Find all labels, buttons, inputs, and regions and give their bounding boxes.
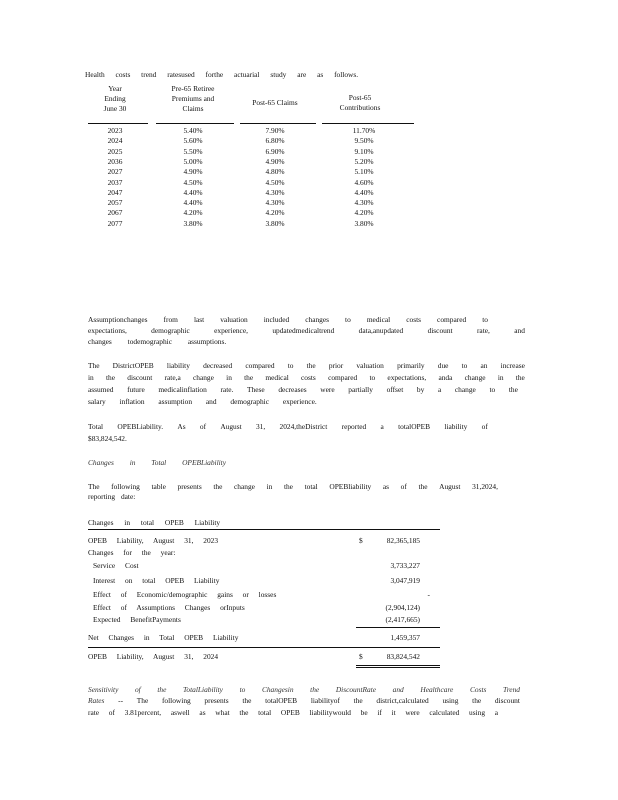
word: changes bbox=[305, 315, 330, 324]
intro-line bbox=[85, 70, 375, 79]
word: rate,a bbox=[164, 373, 181, 382]
word: to bbox=[489, 385, 496, 394]
word: TotalLiability bbox=[182, 685, 223, 694]
word: compared bbox=[437, 315, 467, 324]
word: the bbox=[418, 482, 428, 491]
word: presents bbox=[177, 482, 202, 491]
word: costs bbox=[406, 315, 422, 324]
cell-post-claims: 4.80% bbox=[265, 167, 285, 177]
word: partially bbox=[348, 385, 373, 394]
word: August bbox=[439, 482, 461, 491]
separator-rule bbox=[88, 647, 440, 648]
row-label: Changes for the year: bbox=[88, 548, 176, 557]
cell-pre65: 3.80% bbox=[183, 218, 203, 228]
word: liabilityof bbox=[310, 696, 340, 705]
table-row bbox=[88, 548, 440, 558]
word: decreased bbox=[203, 361, 233, 370]
word: in bbox=[88, 373, 94, 382]
word: expectations, bbox=[88, 326, 127, 335]
word: totalOPEB bbox=[398, 422, 431, 431]
cell-post-contrib: 5.10% bbox=[354, 167, 374, 177]
word: medicalinflation bbox=[158, 385, 207, 394]
row-label: Effect of Economic/demographic gains or losses bbox=[93, 590, 277, 599]
net-changes-row bbox=[88, 633, 440, 643]
post65-claims-header-line: Post-65 Claims bbox=[252, 98, 298, 107]
word: district,calculated bbox=[376, 696, 429, 705]
paragraph-line bbox=[88, 422, 488, 431]
word: by bbox=[416, 385, 425, 394]
word: updatedmedicaltrend bbox=[272, 326, 335, 335]
cell-post-claims: 6.90% bbox=[265, 146, 285, 156]
table-row bbox=[88, 561, 440, 571]
word: anda bbox=[438, 373, 453, 382]
word: it bbox=[391, 708, 396, 717]
changes-heading: Changes in Total OPEBLiability bbox=[88, 458, 227, 467]
cell-post-claims: 3.80% bbox=[265, 218, 285, 228]
word: the bbox=[244, 373, 254, 382]
table-top-rule bbox=[88, 529, 440, 530]
row-label: Interest on total OPEB Liability bbox=[93, 576, 220, 585]
year-header-line: Ending bbox=[104, 94, 126, 103]
cell-pre65: 4.90% bbox=[183, 167, 203, 177]
word: to bbox=[345, 315, 351, 324]
word: the bbox=[283, 482, 293, 491]
word: medical bbox=[265, 373, 289, 382]
word: totalOPEB bbox=[265, 696, 298, 705]
post65-contrib-header-line: Post-65 bbox=[348, 93, 372, 102]
word: an bbox=[480, 361, 488, 370]
word: the bbox=[515, 373, 525, 382]
word: a bbox=[494, 708, 498, 717]
word: liabilitywould bbox=[309, 708, 351, 717]
cell-post-claims: 4.90% bbox=[265, 156, 285, 166]
word: the bbox=[242, 696, 252, 705]
cell-post-claims: 4.30% bbox=[265, 198, 285, 208]
word: of bbox=[400, 482, 407, 491]
table-row bbox=[88, 576, 440, 586]
word: rate bbox=[88, 708, 100, 717]
word: data,anupdated bbox=[358, 326, 404, 335]
word: the bbox=[157, 685, 167, 694]
word: the bbox=[239, 708, 249, 717]
word: from bbox=[163, 315, 178, 324]
intro-text: Health costs trend ratesused forthe actuarial study are as follows. bbox=[85, 70, 359, 79]
word: as bbox=[382, 482, 390, 491]
word: DistrictOPEB bbox=[112, 361, 154, 370]
word: what bbox=[215, 708, 230, 717]
paragraph-line bbox=[88, 326, 525, 335]
word: of bbox=[199, 422, 207, 431]
pre65-header-line: Pre-65 Retiree bbox=[171, 84, 215, 93]
word: 3.81percent, bbox=[124, 708, 162, 717]
table-row bbox=[88, 615, 440, 625]
word: compared bbox=[328, 373, 358, 382]
word: liability bbox=[166, 361, 190, 370]
row-value: 1,459,357 bbox=[390, 633, 420, 642]
subtotal-rule bbox=[356, 627, 440, 628]
paragraph-line bbox=[88, 373, 525, 382]
paragraph-line bbox=[88, 315, 488, 324]
word: The bbox=[88, 482, 100, 491]
header-rule bbox=[156, 123, 234, 124]
word: change bbox=[192, 373, 214, 382]
word: decreases bbox=[278, 385, 307, 394]
word: the bbox=[472, 696, 482, 705]
word: expectations, bbox=[387, 373, 427, 382]
word: a bbox=[380, 422, 384, 431]
word: experience, bbox=[214, 326, 248, 335]
cell-post-claims: 6.80% bbox=[265, 136, 285, 146]
word: total bbox=[258, 708, 272, 717]
cell-year: 2024 bbox=[107, 136, 123, 146]
word: of bbox=[134, 685, 141, 694]
word: to bbox=[461, 361, 468, 370]
row-value: 83,824,542 bbox=[386, 652, 420, 661]
year-header bbox=[95, 84, 135, 114]
word: -- bbox=[118, 696, 124, 705]
word: OPEBliability bbox=[329, 482, 372, 491]
word: costs bbox=[301, 373, 316, 382]
word: 31, bbox=[255, 422, 266, 431]
word: in bbox=[497, 373, 504, 382]
cell-post-claims: 7.90% bbox=[265, 126, 285, 135]
paragraph-line: salary inflation assumption and demographic experience. bbox=[88, 397, 317, 406]
row-value: (2,417,665) bbox=[385, 615, 420, 624]
word: prior bbox=[328, 361, 344, 370]
cell-post-contrib: 11.70% bbox=[352, 126, 376, 135]
sensitivity-line bbox=[88, 696, 520, 705]
word: table bbox=[151, 482, 166, 491]
word: Sensitivity bbox=[88, 685, 119, 694]
word: 31,2024, bbox=[472, 482, 498, 491]
pre65-header-line: Claims bbox=[182, 104, 204, 113]
word: 2024,theDistrict bbox=[279, 422, 328, 431]
cell-post-contrib: 4.20% bbox=[354, 208, 374, 218]
word: These bbox=[247, 385, 265, 394]
cell-year: 2057 bbox=[107, 198, 123, 208]
word: last bbox=[193, 315, 205, 324]
word: included bbox=[263, 315, 290, 324]
word: Rates bbox=[88, 696, 105, 705]
word: DiscountRate bbox=[335, 685, 377, 694]
header-rule bbox=[88, 123, 148, 124]
cell-year: 2077 bbox=[107, 218, 123, 228]
word: and bbox=[392, 685, 404, 694]
word: were bbox=[320, 385, 335, 394]
post65-claims-header bbox=[240, 98, 310, 108]
cell-year: 2037 bbox=[107, 177, 123, 187]
row-currency: $ bbox=[359, 652, 363, 661]
row-label: OPEB Liability, August 31, 2024 bbox=[88, 652, 219, 661]
cell-post-contrib: 9.50% bbox=[354, 136, 374, 146]
word: rate. bbox=[220, 385, 234, 394]
cell-post-contrib: 4.30% bbox=[354, 198, 374, 208]
row-label: Service Cost bbox=[93, 561, 139, 570]
word: The bbox=[88, 361, 100, 370]
cell-post-contrib: 3.80% bbox=[354, 218, 374, 228]
pre65-header bbox=[158, 84, 228, 114]
table-row bbox=[88, 590, 440, 600]
word: compared bbox=[245, 361, 275, 370]
word: August bbox=[220, 422, 242, 431]
row-value: (2,904,124) bbox=[385, 603, 420, 612]
cell-post-contrib: 4.60% bbox=[354, 177, 374, 187]
cell-pre65: 4.40% bbox=[183, 198, 203, 208]
word: of bbox=[481, 422, 488, 431]
word: using bbox=[442, 696, 459, 705]
row-value: 82,365,185 bbox=[386, 536, 420, 545]
paragraph-line: changes todemographic assumptions. bbox=[88, 337, 227, 346]
table-row bbox=[88, 536, 440, 546]
cell-year: 2067 bbox=[107, 208, 123, 218]
word: the bbox=[353, 696, 363, 705]
word: rate, bbox=[476, 326, 490, 335]
word: using bbox=[469, 708, 486, 717]
word: Assumptionchanges bbox=[88, 315, 148, 324]
word: were bbox=[405, 708, 420, 717]
cell-pre65: 4.40% bbox=[183, 187, 203, 197]
cell-pre65: 4.50% bbox=[183, 177, 203, 187]
cell-post-contrib: 4.40% bbox=[354, 187, 374, 197]
row-label: OPEB Liability, August 31, 2023 bbox=[88, 536, 219, 545]
cell-pre65: 5.60% bbox=[183, 136, 203, 146]
header-rule bbox=[240, 123, 316, 124]
cell-year: 2036 bbox=[107, 156, 123, 166]
word: in bbox=[226, 373, 232, 382]
row-label: Net Changes in Total OPEB Liability bbox=[88, 633, 239, 642]
word: the bbox=[310, 685, 320, 694]
header-rule bbox=[322, 123, 414, 124]
word: and bbox=[514, 326, 525, 335]
word: to bbox=[482, 315, 488, 324]
row-label: Expected BenefitPayments bbox=[93, 615, 181, 624]
word: As bbox=[177, 422, 186, 431]
cell-post-contrib: 5.20% bbox=[354, 156, 374, 166]
word: The bbox=[136, 696, 149, 705]
row-currency: $ bbox=[359, 536, 363, 545]
word: Healthcare bbox=[420, 685, 454, 694]
sensitivity-heading bbox=[88, 685, 520, 694]
cell-year: 2027 bbox=[107, 167, 123, 177]
paragraph-line: reporting date: bbox=[88, 492, 136, 501]
cell-pre65: 5.40% bbox=[183, 126, 203, 135]
row-value: 3,047,919 bbox=[390, 576, 420, 585]
word: medical bbox=[366, 315, 391, 324]
sensitivity-line bbox=[88, 708, 498, 717]
paragraph-line: $83,824,542. bbox=[88, 434, 127, 443]
word: change bbox=[464, 373, 486, 382]
paragraph-line bbox=[88, 482, 498, 491]
cell-year: 2023 bbox=[107, 126, 123, 135]
word: primarily bbox=[397, 361, 425, 370]
word: the bbox=[508, 385, 518, 394]
word: the bbox=[306, 361, 316, 370]
word: OPEB bbox=[280, 708, 300, 717]
word: a bbox=[437, 385, 442, 394]
word: future bbox=[127, 385, 145, 394]
word: the bbox=[213, 482, 223, 491]
cell-post-claims: 4.30% bbox=[265, 187, 285, 197]
cell-pre65: 4.20% bbox=[183, 208, 203, 218]
word: offset bbox=[386, 385, 404, 394]
word: following bbox=[111, 482, 140, 491]
word: demographic bbox=[151, 326, 190, 335]
word: valuation bbox=[356, 361, 384, 370]
cell-pre65: 5.00% bbox=[183, 156, 203, 166]
word: of bbox=[108, 708, 115, 717]
word: in bbox=[266, 482, 273, 491]
word: valuation bbox=[220, 315, 248, 324]
word: change bbox=[454, 385, 476, 394]
word: to bbox=[287, 361, 294, 370]
row-value: 3,733,227 bbox=[390, 561, 420, 570]
word: calculated bbox=[429, 708, 460, 717]
table-row bbox=[88, 603, 440, 613]
changes-table-title: Changes in total OPEB Liability bbox=[88, 518, 221, 527]
double-rule-top bbox=[356, 665, 440, 666]
paragraph-line bbox=[88, 385, 518, 394]
row-value: - bbox=[427, 590, 430, 599]
word: reported bbox=[341, 422, 367, 431]
word: be bbox=[360, 708, 368, 717]
word: Changesin bbox=[261, 685, 294, 694]
word: discount bbox=[427, 326, 453, 335]
word: total bbox=[304, 482, 318, 491]
word: to bbox=[239, 685, 246, 694]
word: to bbox=[369, 373, 376, 382]
pre65-header-line: Premiums and bbox=[171, 94, 215, 103]
word: due bbox=[437, 361, 449, 370]
word: as bbox=[199, 708, 206, 717]
word: discount bbox=[494, 696, 520, 705]
year-header-line: Year bbox=[108, 84, 122, 93]
cell-post-claims: 4.20% bbox=[265, 208, 285, 218]
word: Costs bbox=[469, 685, 487, 694]
ending-balance-row bbox=[88, 652, 440, 662]
year-header-line: June 30 bbox=[103, 104, 127, 113]
paragraph-line bbox=[88, 361, 525, 370]
word: discount bbox=[127, 373, 153, 382]
word: the bbox=[105, 373, 116, 382]
cell-post-contrib: 9.10% bbox=[354, 146, 374, 156]
row-label: Effect of Assumptions Changes orInputs bbox=[93, 603, 245, 612]
double-rule-bottom bbox=[356, 667, 440, 668]
post65-contrib-header bbox=[325, 93, 395, 113]
cell-year: 2047 bbox=[107, 187, 123, 197]
word: presents bbox=[204, 696, 229, 705]
word: change bbox=[234, 482, 255, 491]
word: OPEBLiability. bbox=[117, 422, 164, 431]
word: if bbox=[377, 708, 382, 717]
post65-contrib-header-line: Contributions bbox=[339, 103, 381, 112]
word: Total bbox=[88, 422, 104, 431]
cell-post-claims: 4.50% bbox=[265, 177, 285, 187]
word: liability bbox=[444, 422, 468, 431]
word: following bbox=[161, 696, 191, 705]
word: Trend bbox=[503, 685, 520, 694]
cell-pre65: 5.50% bbox=[183, 146, 203, 156]
word: assumed bbox=[88, 385, 114, 394]
word: aswell bbox=[170, 708, 190, 717]
word: increase bbox=[500, 361, 525, 370]
cell-year: 2025 bbox=[107, 146, 123, 156]
